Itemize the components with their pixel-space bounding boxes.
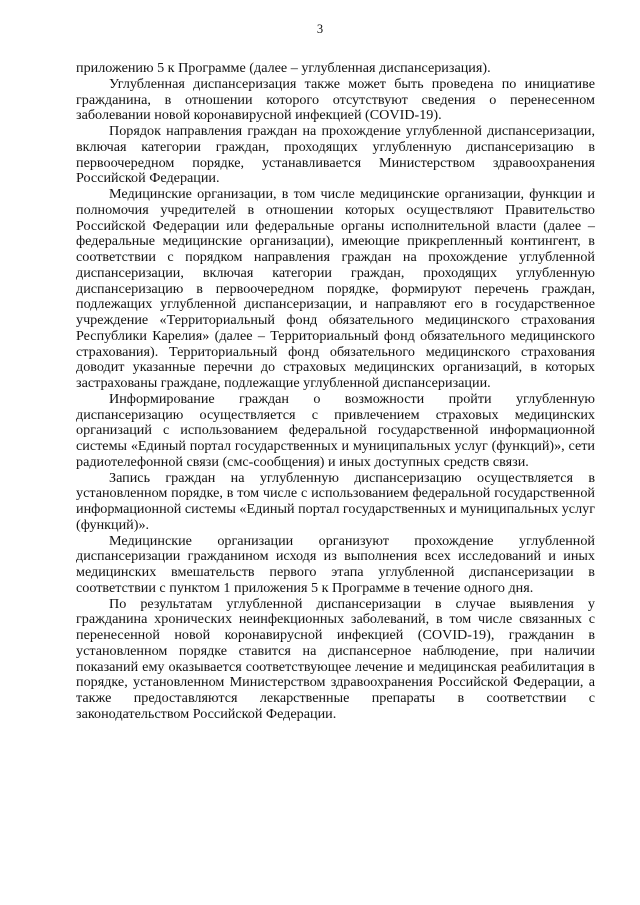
paragraph: По результатам углубленной диспансеризации в случае выявления у гражданина хронических неинфекционных заболеваний, в том числе связанных с перенесенной новой коронавирусной инфекцией (COVID-19), гражданин в установленном порядке ставится на диспансерное наблюдение, при наличии показаний ему оказывается соответствующее лечение и медицинская реабилитация в порядке, установленном Министерством здравоохранения Российской Федерации, а также предоставляются лекарственные препараты в соответствии с законодательством Российской Федерации. (76, 595, 595, 722)
paragraph: Порядок направления граждан на прохождение углубленной диспансеризации, включая категории граждан, проходящих углубленную диспансеризацию в первоочередном порядке, устанавливается Министерством здравоохранения Российской Федерации. (76, 123, 595, 187)
paragraph: Медицинские организации, в том числе медицинские организации, функции и полномочия учредителей в отношении которых осуществляют Правительство Российской Федерации или федеральные органы исполнительной власти (далее – федеральные медицинские организации), имеющие прикрепленный контингент, в соответствии с порядком направления граждан на прохождение углубленной диспансеризации, включая категории граждан, проходящих углубленную диспансеризацию в первоочередном порядке, формируют перечень граждан, подлежащих углубленной диспансеризации, и направляют его в государственное учреждение «Территориальный фонд обязательного медицинского страхования Республики Карелия» (далее – Территориальный фонд обязательного медицинского страхования). Территориальный фонд обязательного медицинского страхования доводит указанные перечни до страховых медицинских организаций, в которых застрахованы граждане, подлежащие углубленной диспансеризации. (76, 186, 595, 391)
paragraph: Медицинские организации организуют прохождение углубленной диспансеризации гражданином исходя из выполнения всех исследований и иных медицинских вмешательств первого этапа углубленной диспансеризации в соответствии с пунктом 1 приложения 5 к Программе в течение одного дня. (76, 532, 595, 596)
page-number: 3 (316, 22, 324, 36)
paragraph: Запись граждан на углубленную диспансеризацию осуществляется в установленном порядке, в том числе с использованием федеральной государственной информационной системы «Единый портал государственных и муниципальных услуг (функций)». (76, 469, 595, 533)
paragraph: Углубленная диспансеризация также может быть проведена по инициативе гражданина, в отношении которого отсутствуют сведения о перенесенном заболевании новой коронавирусной инфекцией (COVID-19). (76, 75, 595, 124)
paragraph-continuation: приложению 5 к Программе (далее – углубленная диспансеризация). (76, 60, 491, 76)
document-body (76, 61, 595, 723)
paragraph: Информирование граждан о возможности пройти углубленную диспансеризацию осуществляется с привлечением страховых медицинских организаций с использованием федеральной государственной информационной системы «Единый портал государственных и муниципальных услуг (функций)», сети радиотелефонной связи (смс-сообщения) и иных доступных средств связи. (76, 390, 595, 470)
